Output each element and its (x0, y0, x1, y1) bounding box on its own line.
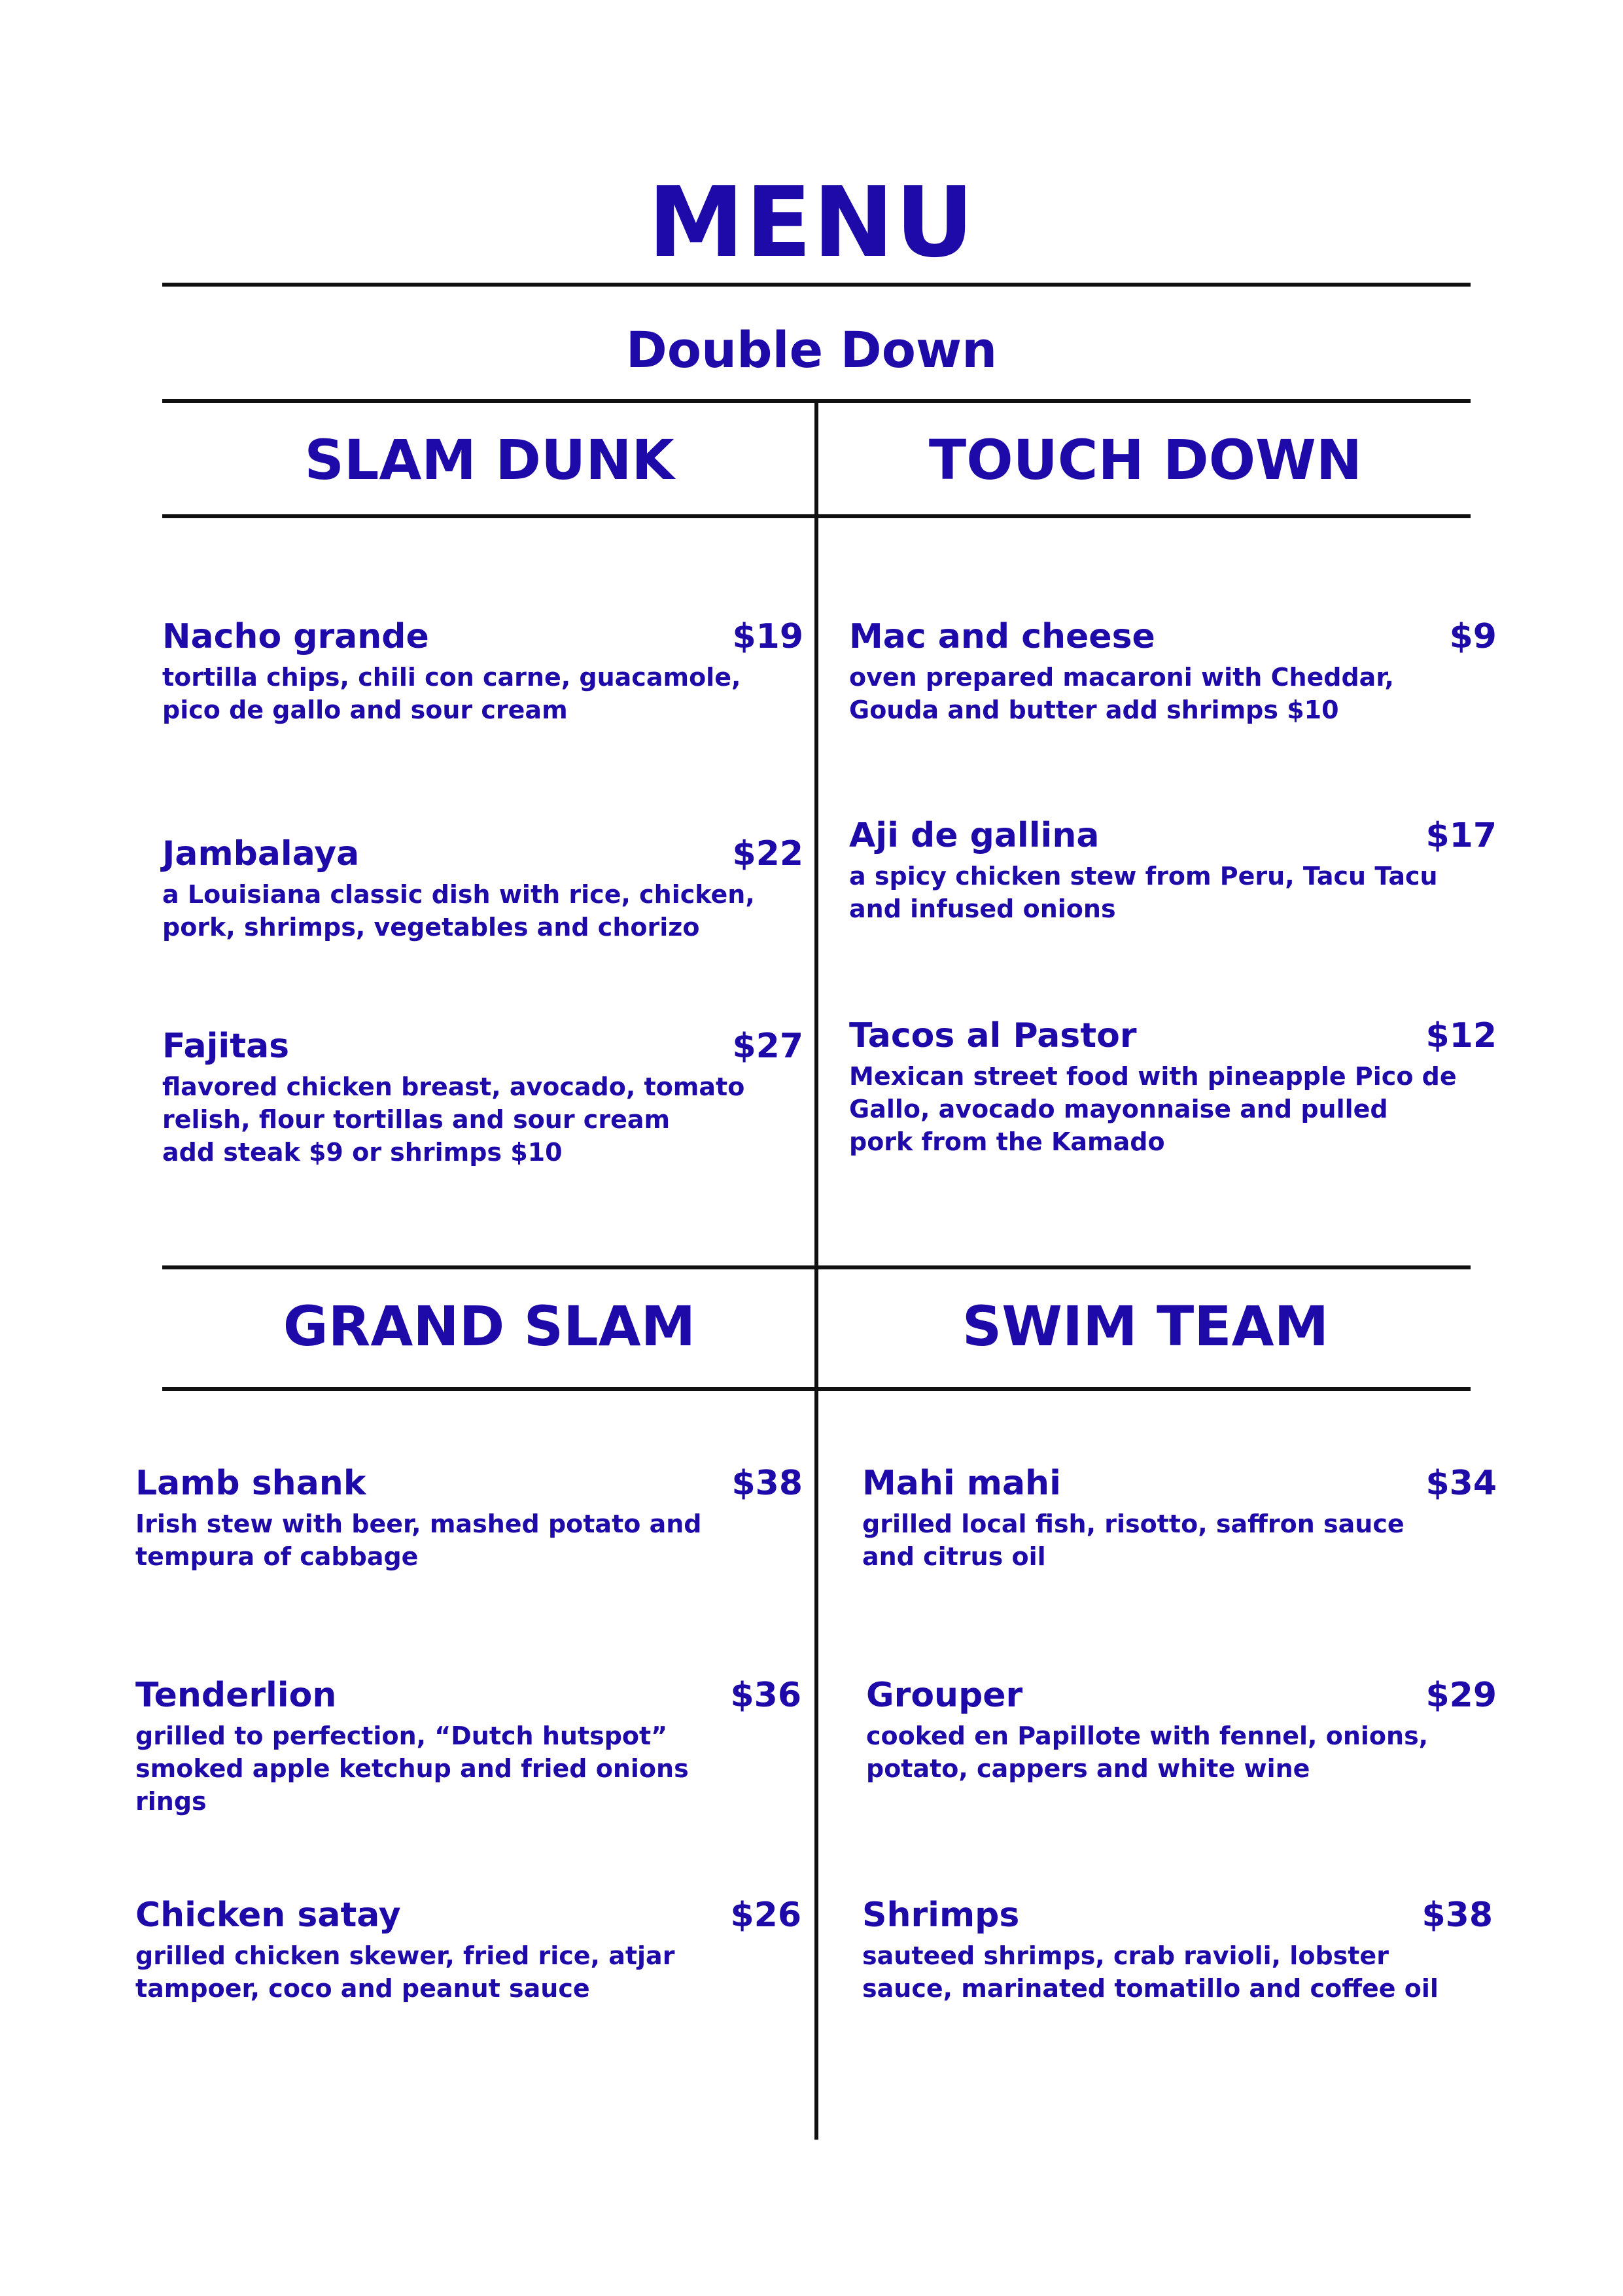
item-price: $12 (1425, 1016, 1497, 1055)
menu-subtitle: Double Down (625, 321, 998, 379)
divider (162, 1387, 1471, 1391)
divider (162, 1265, 1471, 1269)
item-description: oven prepared macaroni with Cheddar, Gouda and butter add shrimps $10 (849, 663, 1394, 724)
item-description: cooked en Papillote with fennel, onions, potato, cappers and white wine (866, 1722, 1429, 1783)
item-name: Fajitas (162, 1027, 290, 1066)
menu-item-fajitas (162, 1025, 803, 1188)
menu-title: MENU (648, 166, 975, 279)
item-description: grilled local fish, risotto, saffron sauce and citrus oil (862, 1510, 1405, 1571)
item-description: grilled to perfection, “Dutch hutspot” smoked apple ketchup and fried onions rings (135, 1722, 689, 1816)
item-price: $38 (731, 1464, 803, 1503)
divider (162, 514, 1471, 518)
section-title-slam-dunk: SLAM DUNK (304, 428, 674, 492)
item-price: $38 (1422, 1896, 1493, 1935)
item-description: a spicy chicken stew from Peru, Tacu Tacu and infused onions (849, 862, 1438, 923)
column-divider (814, 402, 818, 2140)
menu-item-aji-de-gallina (849, 814, 1497, 945)
menu-item-mahi-mahi (862, 1462, 1497, 1593)
item-price: $34 (1425, 1464, 1497, 1503)
menu-item-tacos-al-pastor (849, 1014, 1497, 1178)
menu-item-jambalaya (162, 832, 803, 963)
item-price: $26 (730, 1896, 801, 1935)
item-name: Jambalaya (162, 834, 360, 874)
section-title-swim-team: SWIM TEAM (962, 1294, 1329, 1358)
item-name: Grouper (866, 1676, 1023, 1715)
item-description: Irish stew with beer, mashed potato and tempura of cabbage (135, 1510, 702, 1571)
item-name: Mac and cheese (849, 617, 1155, 656)
menu-item-shrimps (862, 1894, 1493, 2024)
item-price: $36 (730, 1676, 801, 1715)
item-price: $19 (732, 617, 803, 656)
item-price: $22 (732, 834, 803, 874)
item-name: Lamb shank (135, 1464, 366, 1503)
item-price: $17 (1425, 816, 1497, 855)
item-name: Tacos al Pastor (849, 1016, 1137, 1055)
menu-item-lamb-shank (135, 1462, 803, 1593)
item-name: Tenderlion (135, 1676, 337, 1715)
item-name: Shrimps (862, 1896, 1020, 1935)
menu-item-chicken-satay (135, 1894, 801, 2024)
item-price: $27 (732, 1027, 803, 1066)
section-title-grand-slam: GRAND SLAM (283, 1294, 696, 1358)
item-description: tortilla chips, chili con carne, guacamole, pico de gallo and sour cream (162, 663, 741, 724)
item-description: sauteed shrimps, crab ravioli, lobster sauce, marinated tomatillo and coffee oil (862, 1941, 1439, 2003)
item-description: grilled chicken skewer, fried rice, atjar tampoer, coco and peanut sauce (135, 1941, 675, 2003)
item-price: $29 (1425, 1676, 1497, 1715)
divider (162, 283, 1471, 287)
item-name: Aji de gallina (849, 816, 1100, 855)
item-price: $9 (1449, 617, 1497, 656)
menu-item-mac-and-cheese (849, 615, 1497, 746)
item-name: Chicken satay (135, 1896, 401, 1935)
item-description: a Louisiana classic dish with rice, chicken, pork, shrimps, vegetables and chorizo (162, 880, 755, 942)
menu-item-grouper (866, 1674, 1497, 1805)
section-title-touch-down: TOUCH DOWN (928, 428, 1363, 492)
item-description: Mexican street food with pineapple Pico de Gallo, avocado mayonnaise and pulled pork from the Kamado (849, 1062, 1457, 1156)
item-name: Nacho grande (162, 617, 429, 656)
menu-item-nacho-grande (162, 615, 803, 746)
item-description: flavored chicken breast, avocado, tomato relish, flour tortillas and sour cream add steak $9 or shrimps $10 (162, 1072, 745, 1167)
item-name: Mahi mahi (862, 1464, 1061, 1503)
menu-item-tenderlion (135, 1674, 801, 1837)
